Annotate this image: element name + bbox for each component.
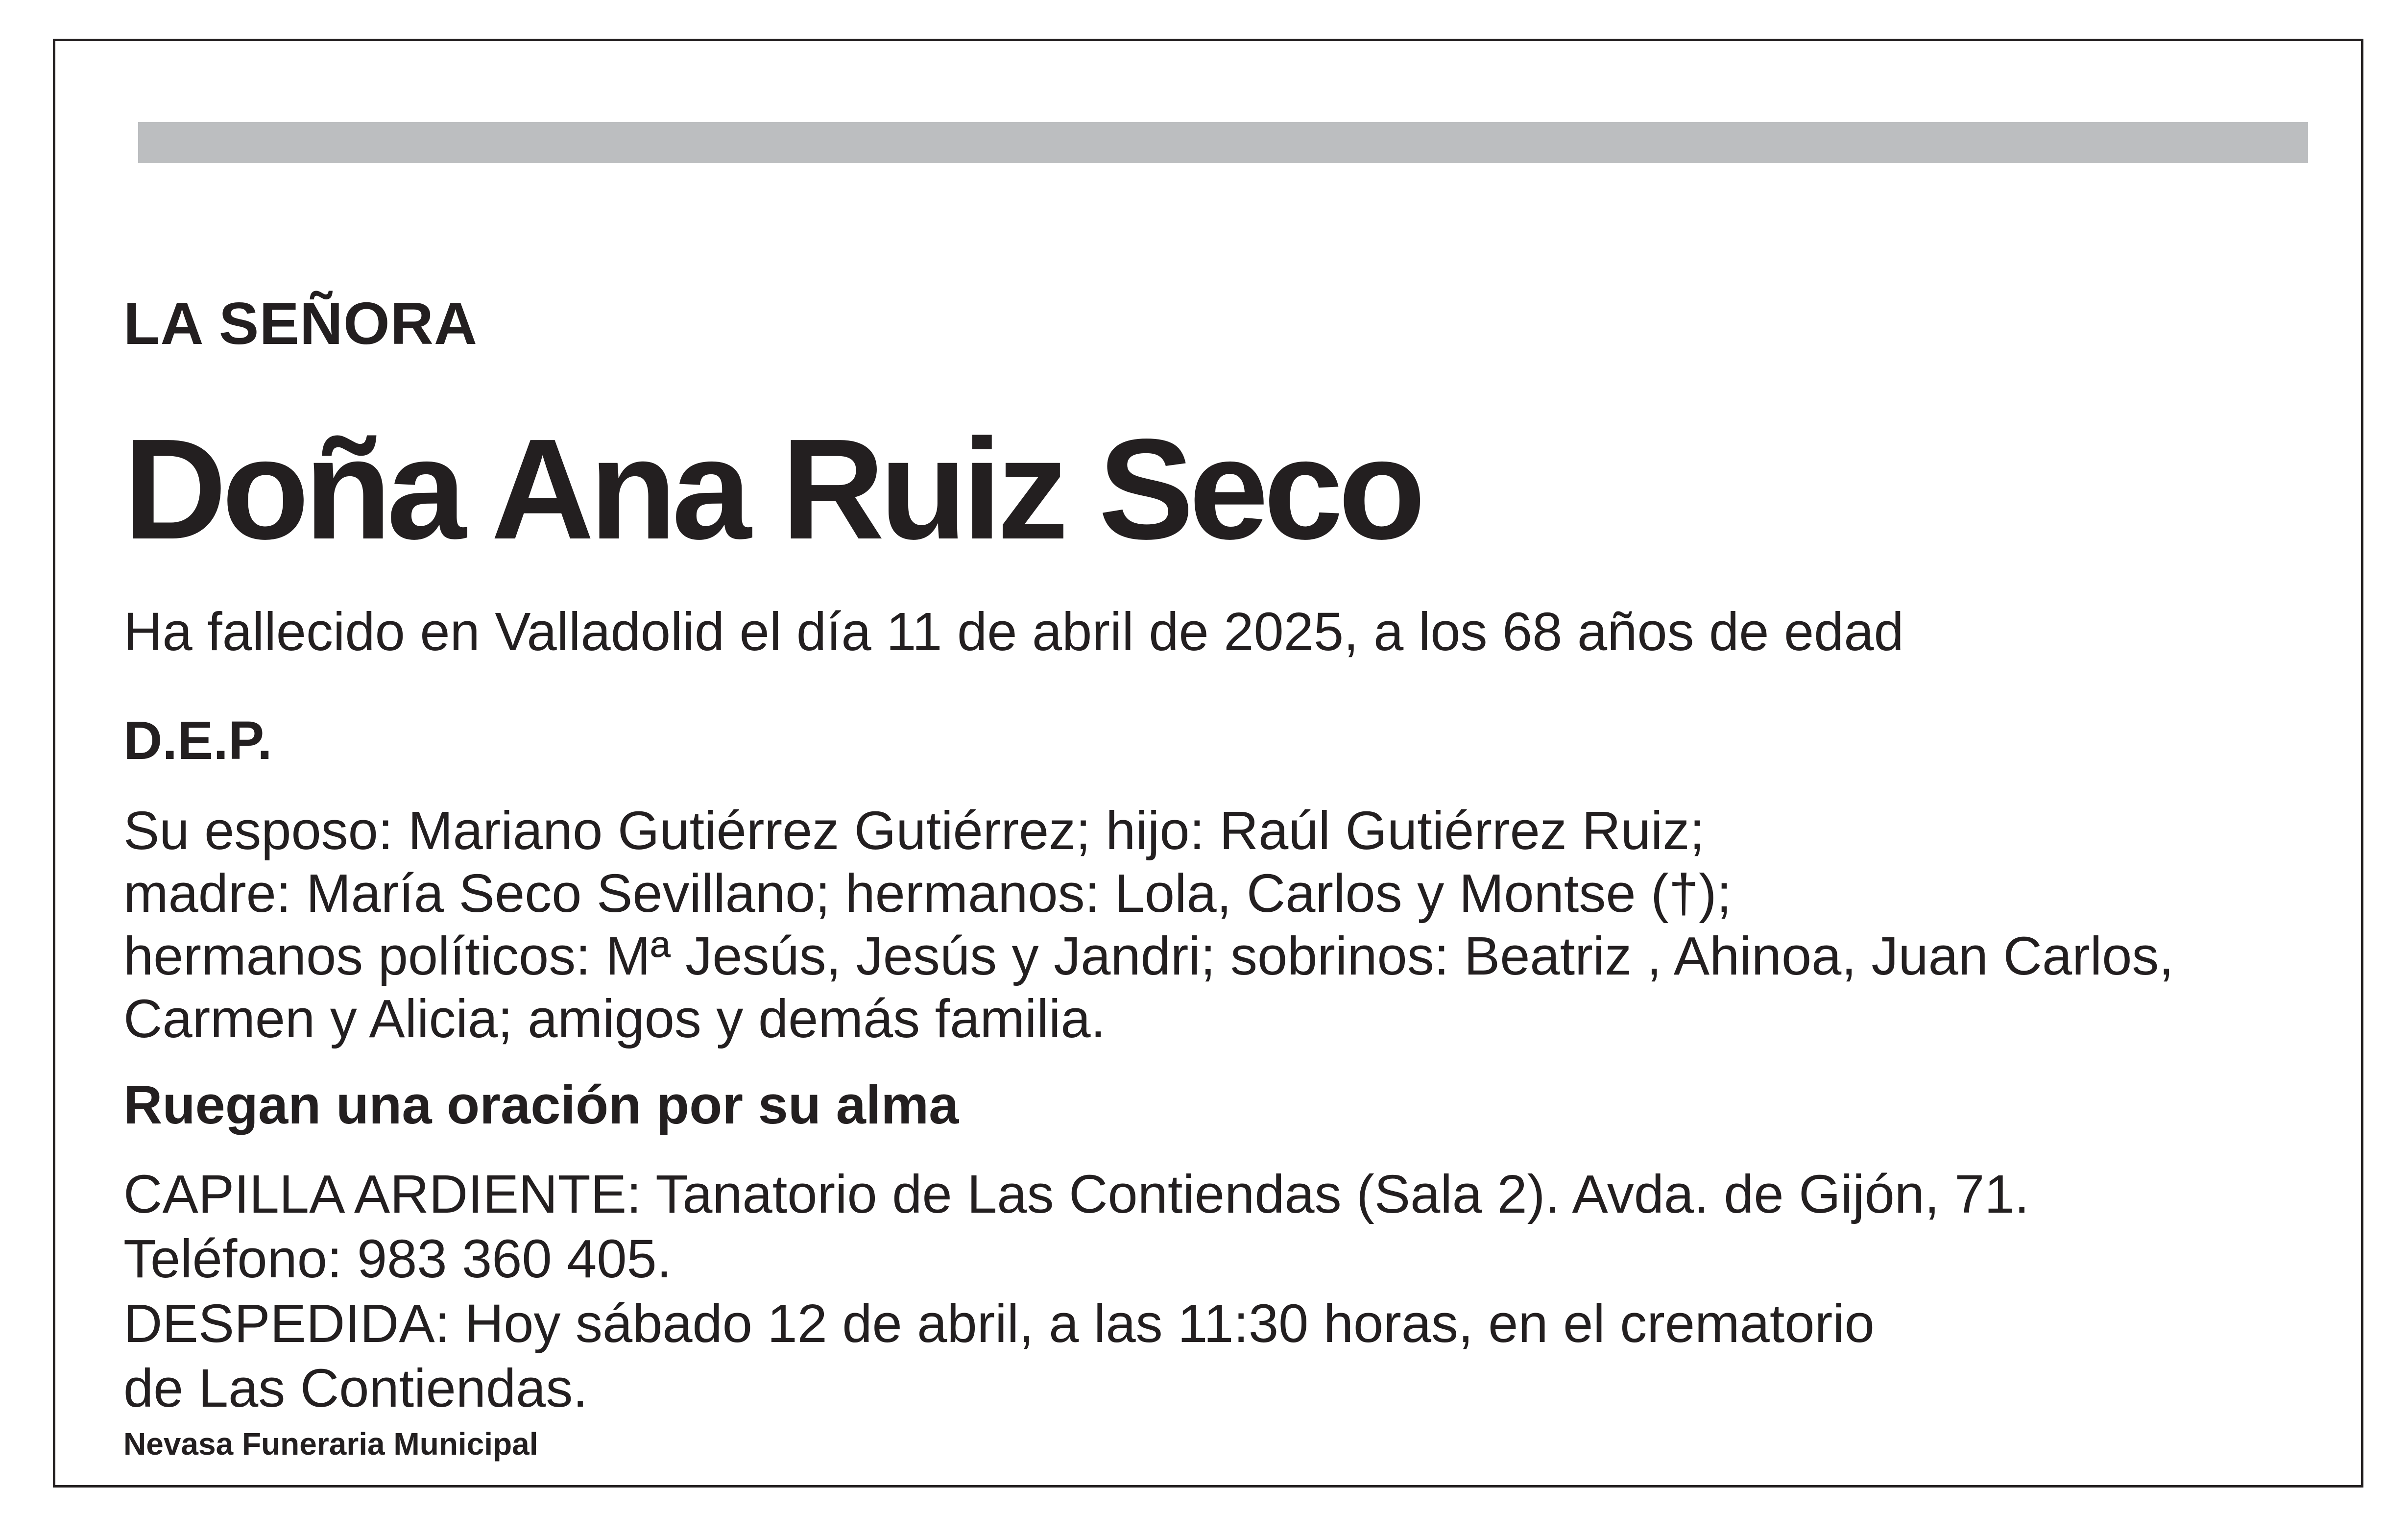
deceased-name: Doña Ana Ruiz Seco — [123, 409, 1421, 569]
detail-line: Teléfono: 983 360 405. — [123, 1229, 672, 1289]
family-line: Su esposo: Mariano Gutiérrez Gutiérrez; hijo: Raúl Gutiérrez Ruiz; — [123, 801, 1705, 861]
service-details — [123, 1162, 2029, 1421]
family-line: madre: María Seco Sevillano; hermanos: Lola, Carlos y Montse (†); — [123, 863, 1732, 924]
funeral-home-name: Nevasa Funeraria Municipal — [123, 1426, 538, 1462]
family-line: hermanos políticos: Mª Jesús, Jesús y Jandri; sobrinos: Beatriz , Ahinoa, Juan Carlos, — [123, 926, 2174, 986]
death-statement: Ha fallecido en Valladolid el día 11 de abril de 2025, a los 68 años de edad — [123, 602, 1904, 662]
detail-line: DESPEDIDA: Hoy sábado 12 de abril, a las 11:30 horas, en el crematorio — [123, 1293, 1875, 1354]
family-list — [123, 800, 2174, 1050]
dep-label: D.E.P. — [123, 710, 272, 771]
prayer-request: Ruegan una oración por su alma — [123, 1075, 959, 1135]
detail-line: de Las Contiendas. — [123, 1358, 588, 1418]
detail-line: CAPILLA ARDIENTE: Tanatorio de Las Contiendas (Sala 2). Avda. de Gijón, 71. — [123, 1164, 2029, 1224]
honorific-label: LA SEÑORA — [123, 290, 478, 357]
top-gray-band — [138, 122, 2308, 163]
family-line: Carmen y Alicia; amigos y demás familia. — [123, 989, 1106, 1049]
